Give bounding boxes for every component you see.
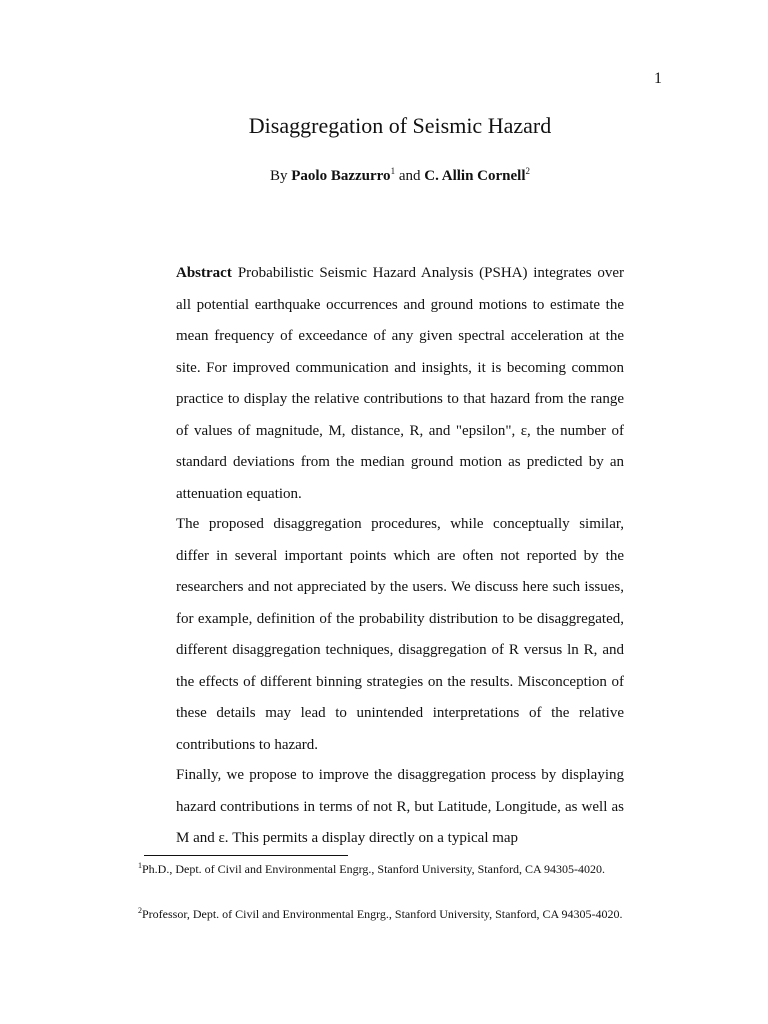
body-paragraph: Finally, we propose to improve the disaggregation process by displaying hazard contributions in terms of not R, but Latitude, Longitude, as well as M and ε. This permits a display directly on a typical map (176, 767, 624, 846)
page-number: 1 (654, 70, 662, 87)
author-2: C. Allin Cornell (424, 168, 526, 184)
author-2-footnote-mark: 2 (525, 166, 530, 176)
footnote-text: Ph.D., Dept. of Civil and Environmental Engrg., Stanford University, Stanford, CA 94305-4020. (142, 862, 605, 876)
footnote (138, 857, 660, 881)
footnote-mark: 1 (138, 861, 142, 870)
byline-prefix: By (270, 168, 288, 184)
author-1: Paolo Bazzurro (291, 168, 391, 184)
byline-conjunction: and (398, 168, 421, 184)
footnote-rule (144, 855, 348, 856)
footnote (138, 902, 660, 926)
paper-title: Disaggregation of Seismic Hazard (248, 113, 552, 138)
byline (0, 168, 768, 185)
footnote-mark: 2 (138, 906, 142, 915)
author-1-footnote-mark: 1 (390, 166, 396, 176)
abstract-text: Probabilistic Seismic Hazard Analysis (PSHA) integrates over all potential earthquake occurrences and ground motions to estimate the mean frequency of exceedance of any given spectral acceleration at the site. For improved communication and insights, it is becoming common practice to display the relative contributions to that hazard from the range of values of magnitude, M, distance, R, and "epsilon", ε, the number of standard deviations from the median ground motion as predicted by an attenuation equation. (176, 265, 624, 502)
abstract-label: Abstract (176, 265, 232, 281)
body-paragraph: The proposed disaggregation procedures, while conceptually similar, differ in several important points which are often not reported by the researchers and not appreciated by the users. We discuss here such issues, for example, definition of the probability distribution to be disaggregated, different disaggregation techniques, disaggregation of R versus ln R, and the effects of different binning strategies on the results. Misconception of these details may lead to unintended interpretations of the relative contributions to hazard. (176, 516, 624, 753)
abstract (176, 258, 624, 510)
footnote-text: Professor, Dept. of Civil and Environmental Engrg., Stanford University, Stanford, CA 94305-4020. (142, 907, 623, 921)
